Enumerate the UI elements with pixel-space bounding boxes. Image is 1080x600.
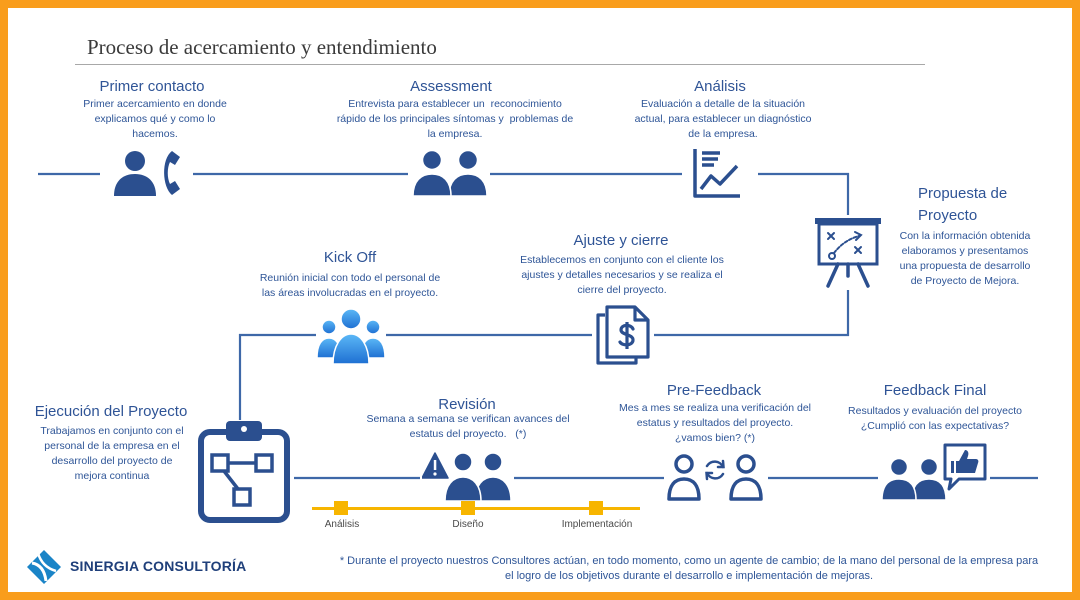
brand-name: SINERGIA CONSULTORÍA <box>70 558 247 574</box>
page-title: Proceso de acercamiento y entendimiento <box>87 35 437 59</box>
dollar-documents-icon <box>595 304 653 366</box>
step-description-kick-off: Reunión inicial con todo el personal de las áreas involucradas en el proyecto. <box>259 272 441 299</box>
warning-people-icon <box>422 450 512 502</box>
team-icon <box>317 308 385 364</box>
step-title-assessment: Assessment <box>410 78 492 95</box>
timeline-marker-implementacion <box>589 501 603 515</box>
step-description-assessment: Entrevista para establecer un reconocimiento rápido de los principales síntomas y problemas de la empresa. <box>336 98 574 140</box>
person-phone-icon <box>114 149 182 197</box>
step-title-primer-contacto: Primer contacto <box>99 78 205 95</box>
step-title-revision: Revisión <box>438 396 496 413</box>
step-title-analisis: Análisis <box>694 78 746 95</box>
step-description-pre-feedback: Mes a mes se realiza una verificación del estatus y resultados del proyecto. ¿vamos bien? (*) <box>618 402 812 444</box>
chart-document-icon <box>692 147 742 199</box>
two-people-icon <box>412 150 488 196</box>
step-description-ejecucion: Trabajamos en conjunto con el personal de la empresa en el desarrollo del proyecto de mejora continua <box>40 425 184 482</box>
step-title-ejecucion: Ejecución del Proyecto <box>34 403 188 420</box>
timeline-marker-analisis <box>334 501 348 515</box>
step-description-feedback-final: Resultados y evaluación del proyecto ¿Cumplió con las expectativas? <box>848 405 1022 432</box>
step-title-propuesta: Propuesta de Proyecto <box>918 185 1008 224</box>
clipboard-flowchart-icon <box>196 418 292 524</box>
step-description-analisis: Evaluación a detalle de la situación actual, para establecer un diagnóstico de la empresa. <box>634 98 812 140</box>
sync-people-icon <box>666 452 764 502</box>
step-title-ajuste-cierre: Ajuste y cierre <box>573 232 669 249</box>
sinergia-logo-icon <box>26 549 62 585</box>
timeline-marker-diseno <box>461 501 475 515</box>
thumbs-up-people-icon <box>881 443 987 501</box>
step-title-feedback-final: Feedback Final <box>883 382 987 399</box>
timeline-label-implementacion: Implementación <box>561 519 633 530</box>
timeline-label-analisis: Análisis <box>324 519 360 530</box>
step-title-pre-feedback: Pre-Feedback <box>666 382 762 399</box>
step-description-primer-contacto: Primer acercamiento en donde explicamos qué y como lo hacemos. <box>83 98 227 140</box>
timeline-label-diseno: Diseño <box>452 519 484 530</box>
step-description-ajuste-cierre: Establecemos en conjunto con el cliente los ajustes y detalles necesarios y se realiza el cierre del proyecto. <box>520 254 724 296</box>
step-description-revision: Semana a semana se verifican avances del estatus del proyecto. (*) <box>366 413 570 440</box>
footnote: * Durante el proyecto nuestros Consultores actúan, en todo momento, como un agente de cambio; de la mano del personal de la empresa para el logro de los objetivos durante el desarrollo e implementación de mejoras. <box>339 555 1039 582</box>
step-description-propuesta: Con la información obtenida elaboramos y presentamos una propuesta de desarrollo de Proyecto de Mejora. <box>899 230 1031 287</box>
step-title-kick-off: Kick Off <box>323 249 377 266</box>
presentation-board-icon <box>814 216 882 288</box>
